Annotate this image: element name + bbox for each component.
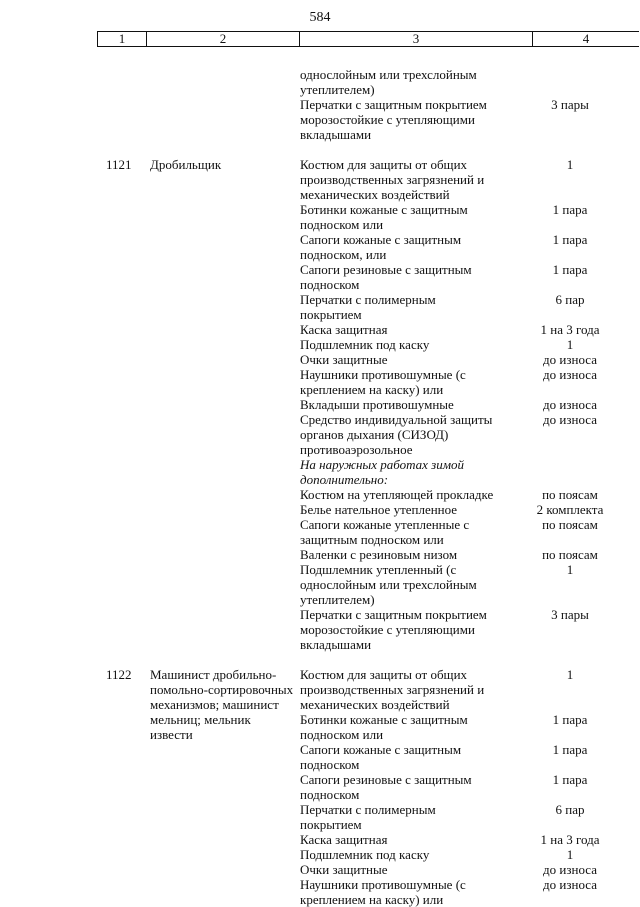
item-quantity: 6 пар <box>555 802 585 817</box>
entry-block <box>0 157 640 652</box>
item-name: Ботинки кожаные с защитным подноском или <box>300 712 468 742</box>
item-name: Очки защитные <box>300 862 388 877</box>
item-quantity: до износа <box>543 862 597 877</box>
item-name: Костюм на утепляющей прокладке <box>300 487 494 502</box>
item-name: Подшлемник под каску <box>300 847 430 862</box>
header-col-2: 2 <box>147 32 300 46</box>
table-row <box>300 322 640 337</box>
item-name: На наружных работах зимой дополнительно: <box>300 457 465 487</box>
item-name: Подшлемник утепленный (с однослойным или трехслойным утеплителем) <box>300 562 477 607</box>
item-quantity: до износа <box>543 877 597 892</box>
entry-code: 1122 <box>106 667 132 682</box>
table-row <box>300 157 640 202</box>
item-quantity: 1 пара <box>552 202 588 217</box>
table-row <box>300 832 640 847</box>
item-quantity: по поясам <box>542 547 598 562</box>
entry-job-title: Машинист дробильно-помольно-сортировочных механизмов; машинист мельниц; мельник извести <box>150 667 294 742</box>
item-quantity: 3 пары <box>551 607 589 622</box>
table-row <box>300 517 640 547</box>
item-name: Сапоги кожаные утепленные с защитным подноском или <box>300 517 470 547</box>
table-row <box>300 667 640 712</box>
entry-items <box>300 667 640 907</box>
item-name: Валенки с резиновым низом <box>300 547 458 562</box>
item-quantity: 1 пара <box>552 262 588 277</box>
table-row <box>300 862 640 877</box>
item-quantity: 1 на 3 года <box>540 832 600 847</box>
item-name: Сапоги резиновые с защитным подноском <box>300 772 472 802</box>
table-row <box>300 712 640 742</box>
table-row <box>300 847 640 862</box>
item-name: однослойным или трехслойным утеплителем) <box>300 67 477 97</box>
table-row <box>300 877 640 907</box>
item-quantity <box>500 457 640 487</box>
item-name: Сапоги кожаные с защитным подноском <box>300 742 462 772</box>
entry-job-title <box>150 67 300 142</box>
item-quantity: по поясам <box>542 517 598 532</box>
item-name: Костюм для защиты от общих производственных загрязнений и механических воздействий <box>300 667 485 712</box>
item-quantity: 1 <box>566 337 574 352</box>
item-name: Сапоги кожаные с защитным подноском, или <box>300 232 462 262</box>
item-name: Наушники противошумные (с креплением на каску) или <box>300 367 466 397</box>
table-row <box>300 607 640 652</box>
header-col-1: 1 <box>98 32 147 46</box>
item-quantity: 1 пара <box>552 232 588 247</box>
page-number: 584 <box>309 10 331 25</box>
item-name: Перчатки с полимерным покрытием <box>300 292 436 322</box>
item-quantity: до износа <box>543 352 597 367</box>
entry-code: 1121 <box>106 157 132 172</box>
item-name: Сапоги резиновые с защитным подноском <box>300 262 472 292</box>
table-row <box>300 232 640 262</box>
item-name: Белье нательное утепленное <box>300 502 458 517</box>
table-row <box>300 457 640 487</box>
table-row <box>300 547 640 562</box>
item-quantity: 1 <box>566 847 574 862</box>
item-name: Средство индивидуальной защиты органов дыхания (СИЗОД) противоаэрозольное <box>300 412 493 457</box>
table-row <box>300 802 640 832</box>
item-quantity <box>500 67 640 97</box>
item-name: Подшлемник под каску <box>300 337 430 352</box>
table-row <box>300 397 640 412</box>
item-name: Ботинки кожаные с защитным подноском или <box>300 202 468 232</box>
item-quantity: до износа <box>543 367 597 382</box>
item-name: Перчатки с полимерным покрытием <box>300 802 436 832</box>
table-row <box>300 772 640 802</box>
entry-items <box>300 67 640 142</box>
item-quantity: до износа <box>543 412 597 427</box>
item-name: Очки защитные <box>300 352 388 367</box>
table-row <box>300 367 640 397</box>
entry-job-title: Дробильщик <box>150 157 222 172</box>
header-col-4: 4 <box>582 31 590 46</box>
item-quantity: 1 <box>566 667 574 682</box>
table-row <box>300 202 640 232</box>
table-row <box>300 487 640 502</box>
item-quantity: 6 пар <box>555 292 585 307</box>
table-row <box>300 502 640 517</box>
item-quantity: по поясам <box>542 487 598 502</box>
item-name: Каска защитная <box>300 322 388 337</box>
item-quantity: до износа <box>543 397 597 412</box>
item-name: Костюм для защиты от общих производственных загрязнений и механических воздействий <box>300 157 485 202</box>
entry-items <box>300 157 640 652</box>
header-col-3: 3 <box>300 32 533 46</box>
item-quantity: 2 комплекта <box>536 502 604 517</box>
table-row <box>300 337 640 352</box>
table-row <box>300 67 640 97</box>
table-row <box>300 412 640 457</box>
item-quantity: 1 пара <box>552 712 588 727</box>
entry-block <box>0 67 640 142</box>
item-name: Каска защитная <box>300 832 388 847</box>
entry-code <box>106 67 150 142</box>
entry-block <box>0 667 640 907</box>
table-row <box>300 742 640 772</box>
item-name: Вкладыши противошумные <box>300 397 454 412</box>
table-row <box>300 97 640 142</box>
table-body <box>0 67 640 907</box>
table-row <box>300 562 640 607</box>
item-quantity: 1 <box>566 562 574 577</box>
item-quantity: 1 на 3 года <box>540 322 600 337</box>
item-quantity: 1 <box>566 157 574 172</box>
item-name: Перчатки с защитным покрытием морозостойкие с утепляющими вкладышами <box>300 97 487 142</box>
item-quantity: 1 пара <box>552 772 588 787</box>
item-quantity: 3 пары <box>551 97 589 112</box>
item-quantity: 1 пара <box>552 742 588 757</box>
item-name: Перчатки с защитным покрытием морозостойкие с утепляющими вкладышами <box>300 607 487 652</box>
table-row <box>300 262 640 292</box>
table-header <box>97 31 639 47</box>
table-row <box>300 352 640 367</box>
item-name: Наушники противошумные (с креплением на каску) или <box>300 877 466 907</box>
table-row <box>300 292 640 322</box>
